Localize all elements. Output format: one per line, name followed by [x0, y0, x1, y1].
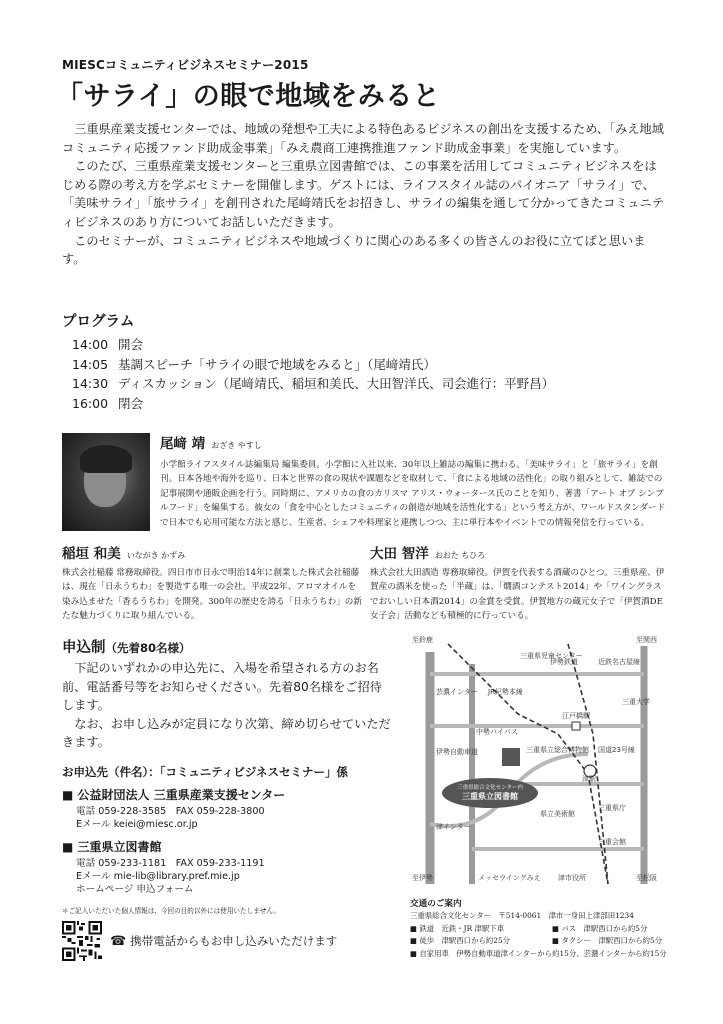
- main-speaker: [160, 432, 666, 530]
- org-miesc: [62, 786, 285, 831]
- program-time: 14:00: [72, 337, 109, 352]
- intro-paragraph-1: 三重県産業支援センターでは、地域の発想や工夫による特色あるビジネスの創出を支援するため、「みえ地域コミュニティ応援ファンド助成金事業」「みえ農商工連携推進ファンド助成金事業」を実施しています。: [62, 122, 664, 155]
- speaker-name: [62, 542, 362, 562]
- map-label-city-office: 津市役所: [558, 874, 586, 882]
- access-map: [408, 634, 668, 886]
- map-label-messe: メッセウイングみえ: [478, 874, 541, 882]
- map-label-center: 三重県総合文化センター内: [457, 785, 523, 791]
- program-text: 開会: [118, 337, 144, 352]
- map-label-mie-center: 三重県児童センター: [520, 652, 583, 660]
- access-row: ■ バス 津駅西口から約5分: [552, 923, 648, 933]
- map-label-tsu-hall: 三重会館: [598, 838, 626, 846]
- access-info: [410, 898, 675, 960]
- speaker-desc: 小学館ライフスタイル誌編集局 編集委員。小学館に入社以来、30年以上雑誌の編集に携わる。「美味サライ」と「旅サライ」を創刊。日本各地や海外を巡り、日本と世界の食の現状や課題などを取材して、「食による地域の活性化」の取り組みとして、雑誌での記事展開や通販企画を行う。同時期に、アメリカの食のカリスマ アリス・ウォータース氏のことを知り、著書「アート オブ シンプルフード」を編集する。彼女の「食を中心としたコミュニティの創造が地域を活性化する」という考え方が、ワールドスタンダードで日本でも応用可能な方法と感じ、生産者、シェフや料理家と連携しつつ、主に単行本やイベントでの情報発信を行っている。: [160, 460, 666, 528]
- org-name: ■ 三重県立図書館: [62, 840, 162, 854]
- access-car: ■ 自家用車 伊勢自動車道津インターから約15分、芸濃インターから約15分: [410, 948, 667, 958]
- program-text: 閉会: [118, 395, 144, 411]
- intro-paragraph-3: このセミナーが、コミュニティビジネスや地域づくりに関心のある多くの皆さんのお役に立てばと思います。: [62, 233, 646, 267]
- map-label-edobashi: 江戸橋駅: [562, 712, 590, 720]
- program-heading: プログラム: [62, 314, 135, 330]
- access-heading: 交通のご案内: [410, 899, 462, 909]
- access-row: ■ 徒歩 津駅西口から約25分: [410, 936, 511, 946]
- org-name: ■ 公益財団法人 三重県産業支援センター: [62, 788, 286, 802]
- map-label-ise-rail: 伊勢鉄道: [550, 658, 578, 666]
- map-label-jr-kisei: JR紀勢本線: [488, 688, 523, 696]
- apply-subheading: （先着80名様）: [105, 641, 191, 655]
- map-label-museum: 県立美術館: [540, 810, 575, 818]
- speaker-ruby: おざき やすし: [211, 441, 262, 450]
- speaker-desc: 株式会社大田酒造 専務取締役。伊賀を代表する酒蔵のひとつ。三重県産、伊賀産の酒米を使った「半蔵」は、「燗酒コンテスト2014」や「ワイングラスでおいしい日本酒2014」の金賞を受賞。伊賀地方の蔵元女子で「伊賀酒DE女子会」活動なども積極的に行っている。: [370, 568, 665, 622]
- series-title: MIESCコミュニティビジネスセミナー2015: [62, 58, 309, 72]
- map-label-top-left: 至鈴鹿: [412, 636, 433, 644]
- speaker-name: [370, 542, 668, 562]
- photo-hair: [80, 445, 132, 473]
- apply-destination: お申込先（件名）：「コミュニティビジネスセミナー」係: [62, 765, 349, 779]
- edobashi-marker: [572, 722, 580, 730]
- apply-paragraph-1: 下記のいずれかの申込先に、入場を希望される方のお名前、電話番号等をお知らせください。先着80名様をご招待します。: [62, 661, 382, 713]
- speaker-photo: [62, 433, 150, 531]
- org-tel: 電話 059-228-3585 FAX 059-228-3800: [76, 806, 265, 817]
- speaker-name-text: 大田 智洋: [370, 546, 429, 562]
- map-label-mie-univ: 三重大学: [622, 698, 650, 706]
- program-item: [72, 355, 554, 375]
- map-label-bottom-left: 至伊勢: [412, 874, 433, 882]
- speaker-name: [160, 432, 666, 452]
- library-marker: [502, 748, 520, 766]
- org-email[interactable]: Eメール keiei@miesc.or.jp: [76, 819, 198, 830]
- map-label-kintetsu: 近鉄名古屋線: [598, 658, 640, 666]
- apply-paragraph-2: なお、お申し込みが定員になり次第、締め切らせていただきます。: [62, 716, 391, 750]
- intro-paragraph-2: このたび、三重県産業支援センターと三重県立図書館では、この事業を活用してコミュニティビジネスをはじめる際の考え方を学ぶセミナーを開催します。ゲストには、ライフスタイル誌のパイオニア「サライ」で、「美味サライ」「旅サライ」を創刊された尾﨑靖氏をお招きし、サライの編集を通して分かってきたコミュニティビジネスのあり方についてお話しいただきます。: [62, 159, 664, 229]
- intro-text: [62, 120, 666, 269]
- program-list: [72, 335, 554, 413]
- access-grid: [410, 923, 675, 948]
- mobile-apply: [110, 933, 337, 949]
- qr-code-icon[interactable]: [62, 921, 102, 961]
- map-label-bottom-right: 至松阪: [636, 874, 657, 882]
- map-label-hospital: 三重県立総合博物館: [526, 746, 589, 754]
- program-item: [72, 374, 554, 394]
- program-text: ディスカッション（尾﨑靖氏、稲垣和美氏、大田智洋氏、司会進行：平野昌）: [118, 376, 555, 391]
- org-library: [62, 838, 265, 896]
- speaker-ruby: おおた ちひろ: [434, 551, 486, 560]
- map-label-library: 三重県立図書館: [462, 792, 518, 801]
- map-label-top-right: 至関西: [636, 636, 657, 644]
- speaker-inagaki: [62, 542, 362, 624]
- program-text: 基調スピーチ「サライの眼で地域をみると」（尾﨑靖氏）: [118, 356, 436, 372]
- access-row: ■ 鉄道 近鉄・JR 津駅下車: [410, 923, 505, 933]
- privacy-note: ＊ご記入いただいた個人情報は、今回の目的以外には使用いたしません。: [62, 907, 280, 915]
- map-label-r23: 国道23号線: [598, 746, 635, 754]
- access-address: 三重県総合文化センター 〒514-0061 津市一身田上津部田1234: [410, 911, 634, 921]
- program-time: 14:30: [72, 376, 109, 391]
- apply-heading: [62, 636, 191, 657]
- program-item: [72, 394, 554, 414]
- apply-text: [62, 659, 392, 752]
- mobile-phone-icon: ☎: [110, 933, 127, 949]
- speaker-ruby: いながき かずみ: [126, 551, 186, 560]
- speaker-name-text: 尾﨑 靖: [160, 436, 206, 452]
- speaker-ota: [370, 542, 668, 624]
- apply-heading-text: 申込制: [62, 640, 106, 656]
- speaker-name-text: 稲垣 和美: [62, 546, 121, 562]
- mobile-apply-text: 携帯電話からもお申し込みいただけます: [130, 934, 338, 948]
- map-label-ginza: 芸濃インター: [436, 688, 478, 696]
- speaker-desc: 株式会社稲藤 常務取締役。四日市市日永で明治14年に創業した株式会社稲藤は、現在「日永うちわ」を製造する唯一の会社。平成22年、アロマオイルを染み込ませた「香るうちわ」を開発。300年の歴史を誇る「日永うちわ」の新たな魅力づくりに取り組んでいる。: [62, 568, 362, 622]
- org-web-link[interactable]: ホームページ 申込フォーム: [76, 884, 194, 895]
- program-time: 16:00: [72, 395, 109, 411]
- map-label-ise-exp: 伊勢自動車道: [436, 748, 478, 756]
- map-label-bypass: 中勢バイパス: [476, 728, 518, 736]
- org-email[interactable]: Eメール mie-lib@library.pref.mie.jp: [76, 871, 240, 882]
- program-time: 14:05: [72, 356, 109, 372]
- org-tel: 電話 059-233-1181 FAX 059-233-1191: [76, 858, 265, 869]
- access-row: ■ タクシー 津駅西口から約5分: [552, 936, 663, 946]
- map-label-pref-office: 三重県庁: [598, 804, 626, 812]
- program-item: [72, 335, 554, 355]
- map-label-tsu-station: 津駅: [582, 775, 596, 783]
- page-title: 「サライ」の眼で地域をみると: [56, 81, 441, 112]
- map-label-tsu-ic: 津インター: [436, 823, 471, 831]
